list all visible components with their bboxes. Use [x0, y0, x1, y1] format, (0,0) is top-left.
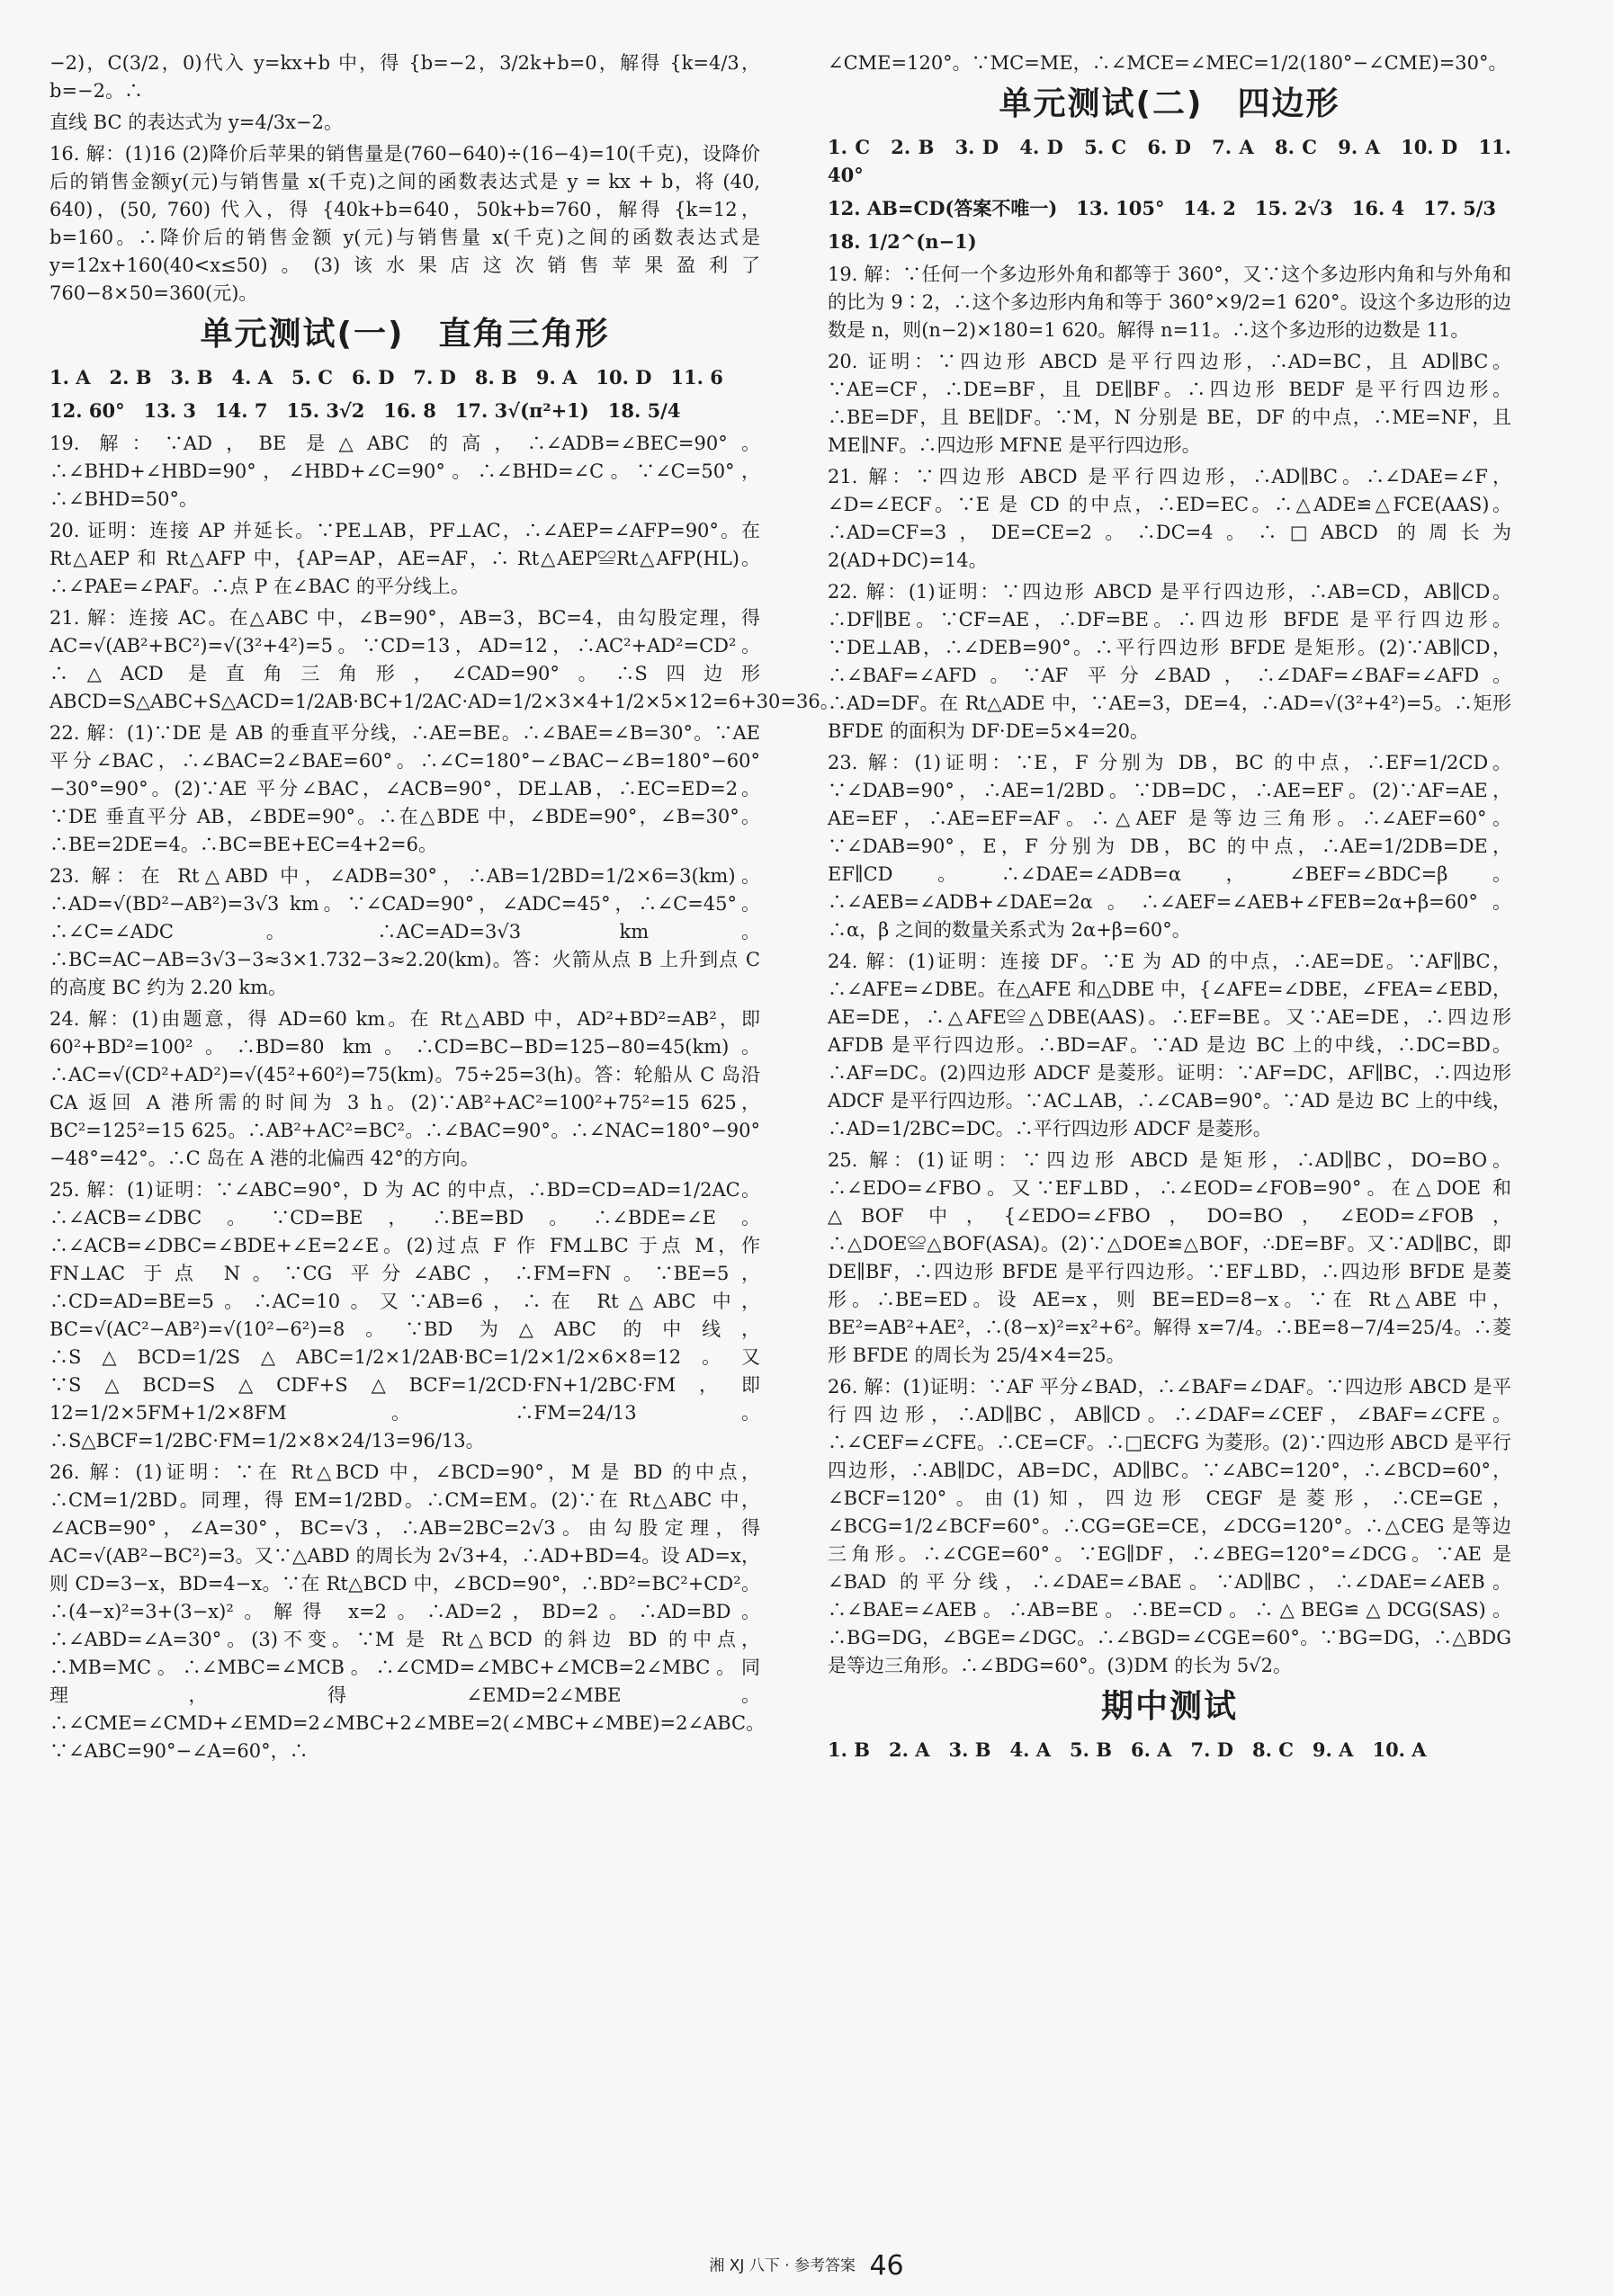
solution-paragraph: 21. 解：∵四边形 ABCD 是平行四边形，∴AD∥BC。∴∠DAE=∠F，∠D=∠ECF。∵E 是 CD 的中点，∴ED=EC。∴△ADE≌△FCE(AAS)。∴AD=CF=3，DE=CE=2。∴DC=4。∴□ABCD 的周长为 2(AD+DC)=14。	[828, 466, 1511, 571]
solution-paragraph: 25. 解：(1)证明：∵四边形 ABCD 是矩形，∴AD∥BC，DO=BO。∴∠EDO=∠FBO。又∵EF⊥BD，∴∠EOD=∠FOB=90°。在△DOE 和△BOF 中，{∠EDO=∠FBO，DO=BO，∠EOD=∠FOB，∴△DOE≌△BOF(ASA)。(2)∵△DOE≌△BOF，∴DE=BF。又∵AD∥BC，即 DE∥BF，∴四边形 BFDE 是平行四边形。∵EF⊥BD，∴四边形 BFDE 是菱形。∴BE=ED。设 AE=x，则 BE=ED=8−x。∵在 Rt△ABE 中，BE²=AB²+AE²，∴(8−x)²=x²+6²。解得 x=7/4。∴BE=8−7/4=25/4。∴菱形 BFDE 的周长为 25/4×4=25。	[828, 1149, 1511, 1366]
solution-paragraph: 23. 解：(1)证明：∵E，F 分别为 DB，BC 的中点，∴EF=1/2CD。∵∠DAB=90°，∴AE=1/2BD。∵DB=DC，∴AE=EF。(2)∵AF=AE，AE=EF，∴AE=EF=AF。∴△AEF 是等边三角形。∴∠AEF=60°。∵∠DAB=90°，E，F 分别为 DB，BC 的中点，∴AE=1/2DB=DE，EF∥CD。∴∠DAE=∠ADB=α，∠BEF=∠BDC=β。∴∠AEB=∠ADB+∠DAE=2α。∴∠AEF=∠AEB+∠FEB=2α+β=60°。∴α，β 之间的数量关系式为 2α+β=60°。	[828, 752, 1511, 941]
section-header: 单元测试(一) 直角三角形	[200, 316, 610, 353]
answer-line: 1. C 2. B 3. D 4. D 5. C 6. D 7. A 8. C 9. A 10. D 11. 40°	[828, 136, 1511, 186]
section-header: 期中测试	[1100, 1688, 1238, 1725]
solution-paragraph: 22. 解：(1)证明：∵四边形 ABCD 是平行四边形，∴AB=CD，AB∥CD。∴DF∥BE。∵CF=AE，∴DF=BE。∴四边形 BFDE 是平行四边形。∵DE⊥AB，∴∠DEB=90°。∴平行四边形 BFDE 是矩形。(2)∵AB∥CD，∴∠BAF=∠AFD。∵AF 平分∠BAD，∴∠DAF=∠BAF=∠AFD。∴AD=DF。在 Rt△ADE 中，∵AE=3，DE=4，∴AD=√(3²+4²)=5。∴矩形 BFDE 的面积为 DF·DE=5×4=20。	[828, 581, 1511, 742]
right-column	[828, 49, 1511, 1769]
solution-paragraph: 25. 解：(1)证明：∵∠ABC=90°，D 为 AC 的中点，∴BD=CD=AD=1/2AC。∴∠ACB=∠DBC。∵CD=BE，∴BE=BD。∴∠BDE=∠E。∴∠ACB=∠DBC=∠BDE+∠E=2∠E。(2)过点 F 作 FM⊥BC 于点 M，作 FN⊥AC 于点 N。∵CG 平分∠ABC，∴FM=FN。∵BE=5，∴CD=AD=BE=5。∴AC=10。又∵AB=6，∴在 Rt△ABC 中，BC=√(AC²−AB²)=√(10²−6²)=8。∵BD 为△ABC 的中线，∴S△BCD=1/2S△ABC=1/2×1/2AB·BC=1/2×1/2×6×8=12。又∵S△BCD=S△CDF+S△BCF=1/2CD·FN+1/2BC·FM，即 12=1/2×5FM+1/2×8FM。∴FM=24/13。∴S△BCF=1/2BC·FM=1/2×8×24/13=96/13。	[49, 1179, 760, 1452]
answer-line: 1. A 2. B 3. B 4. A 5. C 6. D 7. D 8. B 9. A 10. D 11. 6	[49, 366, 723, 389]
solution-paragraph: 24. 解：(1)证明：连接 DF。∵E 为 AD 的中点，∴AE=DE。∵AF∥BC，∴∠AFE=∠DBE。在△AFE 和△DBE 中，{∠AFE=∠DBE，∠FEA=∠EBD，AE=DE，∴△AFE≌△DBE(AAS)。∴EF=BE。又∵AE=DE，∴四边形 AFDB 是平行四边形。∴BD=AF。∵AD 是边 BC 上的中线，∴DC=BD。∴AF=DC。(2)四边形 ADCF 是菱形。证明：∵AF=DC，AF∥BC，∴四边形 ADCF 是平行四边形。∵AC⊥AB，∴∠CAB=90°。∵AD 是边 BC 上的中线，∴AD=1/2BC=DC。∴平行四边形 ADCF 是菱形。	[828, 951, 1511, 1139]
solution-paragraph: 26. 解：(1)证明：∵在 Rt△BCD 中，∠BCD=90°，M 是 BD 的中点，∴CM=1/2BD。同理，得 EM=1/2BD。∴CM=EM。(2)∵在 Rt△ABC 中，∠ACB=90°，∠A=30°，BC=√3，∴AB=2BC=2√3。由勾股定理，得 AC=√(AB²−BC²)=3。又∵△ABD 的周长为 2√3+4，∴AD+BD=4。设 AD=x，则 CD=3−x，BD=4−x。∵在 Rt△BCD 中，∠BCD=90°，∴BD²=BC²+CD²。∴(4−x)²=3+(3−x)²。解得 x=2。∴AD=2，BD=2。∴AD=BD。∴∠ABD=∠A=30°。(3)不变。∵M 是 Rt△BCD 的斜边 BD 的中点，∴MB=MC。∴∠MBC=∠MCB。∴∠CMD=∠MBC+∠MCB=2∠MBC。同理，得∠EMD=2∠MBE。∴∠CME=∠CMD+∠EMD=2∠MBC+2∠MBE=2(∠MBC+∠MBE)=2∠ABC。∵∠ABC=90°−∠A=60°，∴	[49, 1461, 766, 1762]
page-number: 46	[869, 2250, 904, 2282]
answer-line: 18. 1/2^(n−1)	[828, 230, 977, 253]
solution-paragraph: 19. 解：∵任何一个多边形外角和都等于 360°，又∵这个多边形内角和与外角和的比为 9∶2，∴这个多边形内角和等于 360°×9/2=1 620°。设这个多边形的边数是 n，则(n−2)×180=1 620。解得 n=11。∴这个多边形的边数是 11。	[828, 264, 1511, 341]
left-column	[49, 49, 839, 1769]
answer-line: 1. B 2. A 3. B 4. A 5. B 6. A 7. D 8. C 9. A 10. A	[828, 1738, 1427, 1761]
solution-paragraph: 20. 证明：∵四边形 ABCD 是平行四边形，∴AD=BC，且 AD∥BC。∵AE=CF，∴DE=BF，且 DE∥BF。∴四边形 BEDF 是平行四边形。∴BE=DF，且 BE∥DF。∵M，N 分别是 BE，DF 的中点，∴ME=NF，且 ME∥NF。∴四边形 MFNE 是平行四边形。	[828, 351, 1511, 456]
solution-paragraph: 直线 BC 的表达式为 y=4/3x−2。	[49, 112, 343, 133]
solution-paragraph: 16. 解：(1)16 (2)降价后苹果的销售量是(760−640)÷(16−4)=10(千克)，设降价后的销售金额y(元)与销售量 x(千克)之间的函数表达式是 y = kx + b，将 (40, 640)，(50, 760) 代入，得 {40k+b=640，50k+b=760，解得 {k=12，b=160。∴降价后的销售金额 y(元)与销售量 x(千克)之间的函数表达式是 y=12x+160(40<x≤50)。(3)该水果店这次销售苹果盈利了 760−8×50=360(元)。	[49, 143, 760, 304]
solution-paragraph: 26. 解：(1)证明：∵AF 平分∠BAD，∴∠BAF=∠DAF。∵四边形 ABCD 是平行四边形，∴AD∥BC，AB∥CD。∴∠DAF=∠CEF，∠BAF=∠CFE。∴∠CEF=∠CFE。∴CE=CF。∴□ECFG 为菱形。(2)∵四边形 ABCD 是平行四边形，∴AB∥DC，AB=DC，AD∥BC。∵∠ABC=120°，∴∠BCD=60°，∠BCF=120°。由(1)知，四边形 CEGF 是菱形，∴CE=GE，∠BCG=1/2∠BCF=60°。∴CG=GE=CE，∠DCG=120°。∴△CEG 是等边三角形。∴∠CGE=60°。∵EG∥DF，∴∠BEG=120°=∠DCG。∵AE 是∠BAD 的平分线，∴∠DAE=∠BAE。∵AD∥BC，∴∠DAE=∠AEB。∴∠BAE=∠AEB。∴AB=BE。∴BE=CD。∴△BEG≌△DCG(SAS)。∴BG=DG，∠BGE=∠DGC。∴∠BGD=∠CGE=60°。∵BG=DG，∴△BDG 是等边三角形。∴∠BDG=60°。(3)DM 的长为 5√2。	[828, 1376, 1511, 1676]
solution-paragraph: −2)，C(3/2，0)代入 y=kx+b 中，得 {b=−2，3/2k+b=0，解得 {k=4/3，b=−2。∴	[49, 52, 760, 102]
solution-paragraph: ∠CME=120°。∵MC=ME，∴∠MCE=∠MEC=1/2(180°−∠CME)=30°。	[828, 52, 1508, 74]
section-header: 单元测试(二) 四边形	[999, 85, 1340, 122]
page-footer	[0, 2250, 1613, 2282]
answer-line: 12. AB=CD(答案不唯一) 13. 105° 14. 2 15. 2√3 16. 4 17. 5/3	[828, 197, 1496, 219]
solution-paragraph: 23. 解：在 Rt△ABD 中，∠ADB=30°，∴AB=1/2BD=1/2×6=3(km)。∴AD=√(BD²−AB²)=3√3 km。∵∠CAD=90°，∠ADC=45°，∴∠C=45°。∴∠C=∠ADC。∴AC=AD=3√3 km。∴BC=AC−AB=3√3−3≈3×1.732−3≈2.20(km)。答：火箭从点 B 上升到点 C 的高度 BC 约为 2.20 km。	[49, 865, 760, 998]
solution-paragraph: 21. 解：连接 AC。在△ABC 中，∠B=90°，AB=3，BC=4，由勾股定理，得 AC=√(AB²+BC²)=√(3²+4²)=5。∵CD=13，AD=12，∴AC²+AD²=CD²。∴△ACD 是直角三角形，∠CAD=90°。∴S四边形ABCD=S△ABC+S△ACD=1/2AB·BC+1/2AC·AD=1/2×3×4+1/2×5×12=6+30=36。	[49, 607, 839, 712]
solution-paragraph: 19. 解：∵AD，BE 是△ABC 的高，∴∠ADB=∠BEC=90°。∴∠BHD+∠HBD=90°，∠HBD+∠C=90°。∴∠BHD=∠C。∵∠C=50°，∴∠BHD=50°。	[49, 433, 760, 510]
answer-line: 12. 60° 13. 3 14. 7 15. 3√2 16. 8 17. 3√(π²+1) 18. 5/4	[49, 399, 681, 422]
solution-paragraph: 20. 证明：连接 AP 并延长。∵PE⊥AB，PF⊥AC，∴∠AEP=∠AFP=90°。在 Rt△AEP 和 Rt△AFP 中，{AP=AP，AE=AF，∴ Rt△AEP≌Rt△AFP(HL)。∴∠PAE=∠PAF。∴点 P 在∠BAC 的平分线上。	[49, 520, 760, 597]
solution-paragraph: 22. 解：(1)∵DE 是 AB 的垂直平分线，∴AE=BE。∴∠BAE=∠B=30°。∵AE 平分∠BAC，∴∠BAC=2∠BAE=60°。∴∠C=180°−∠BAC−∠B=180°−60°−30°=90°。(2)∵AE 平分∠BAC，∠ACB=90°，DE⊥AB，∴EC=ED=2。∵DE 垂直平分 AB，∠BDE=90°。∴在△BDE 中，∠BDE=90°，∠B=30°。∴BE=2DE=4。∴BC=BE+EC=4+2=6。	[49, 722, 760, 855]
footer-label: 湘 XJ 八下 · 参考答案	[709, 2256, 856, 2275]
solution-paragraph: 24. 解：(1)由题意，得 AD=60 km。在 Rt△ABD 中，AD²+BD²=AB²，即 60²+BD²=100²。∴BD=80 km。∴CD=BC−BD=125−80=45(km)。∴AC=√(CD²+AD²)=√(45²+60²)=75(km)。75÷25=3(h)。答：轮船从 C 岛沿 CA 返回 A 港所需的时间为 3 h。(2)∵AB²+AC²=100²+75²=15 625，BC²=125²=15 625。∴AB²+AC²=BC²。∴∠BAC=90°。∴∠NAC=180°−90°−48°=42°。∴C 岛在 A 港的北偏西 42°的方向。	[49, 1008, 760, 1169]
